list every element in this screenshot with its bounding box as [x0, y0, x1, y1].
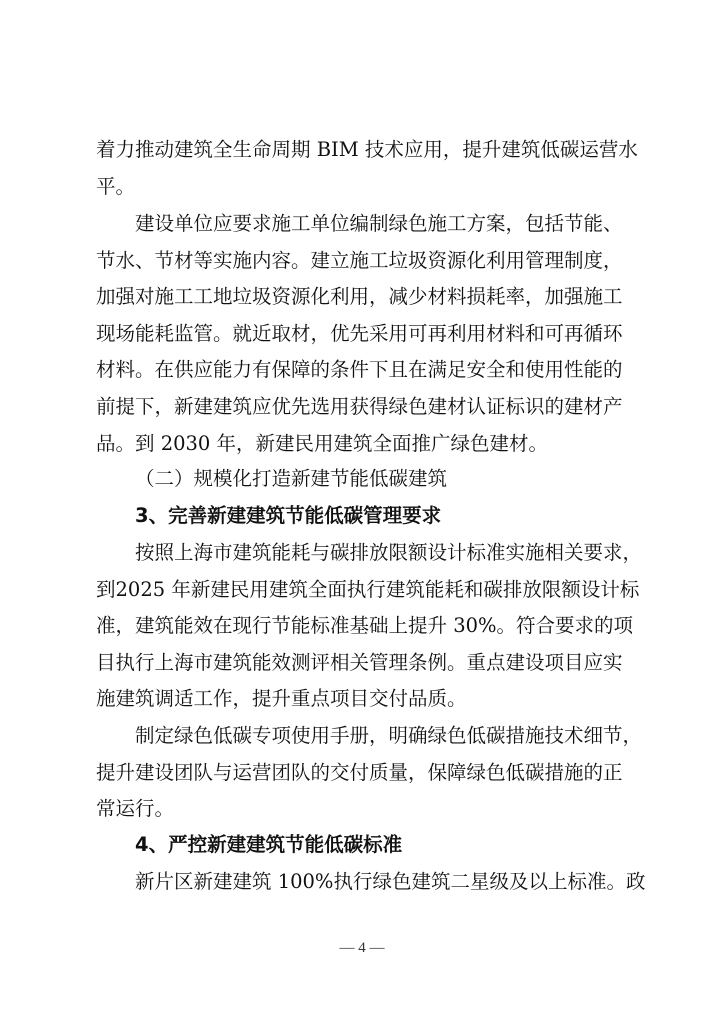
- paragraph-line: 按照上海市建筑能耗与碳排放限额设计标准实施相关要求，: [135, 541, 643, 564]
- paragraph-line: 建设单位应要求施工单位编制绿色施工方案，包括节能、: [135, 212, 623, 235]
- paragraph-line: 品。到 2030 年，新建民用建筑全面推广绿色建材。: [96, 431, 549, 455]
- paragraph-line: 制定绿色低碳专项使用手册，明确绿色低碳措施技术细节，: [135, 724, 643, 747]
- paragraph-line: 提升建设团队与运营团队的交付质量，保障绿色低碳措施的正: [96, 760, 623, 784]
- paragraph-line: 到2025 年新建民用建筑全面执行建筑能耗和碳排放限额设计标: [96, 577, 640, 601]
- page-number: — 4 —: [339, 940, 385, 956]
- paragraph-line: 前提下，新建建筑应优先选用获得绿色建材认证标识的建材产: [96, 394, 623, 418]
- subsection-heading-3: 3、完善新建建筑节能低碳管理要求: [135, 504, 442, 527]
- paragraph-line: 材料。在供应能力有保障的条件下且在满足安全和使用性能的: [96, 358, 623, 382]
- paragraph-line: 目执行上海市建筑能效测评相关管理条例。重点建设项目应实: [96, 650, 623, 674]
- paragraph-5: [96, 864, 646, 901]
- paragraph-3: [96, 535, 643, 718]
- paragraph-line: 常运行。: [96, 797, 175, 821]
- paragraph-line: 准，建筑能效在现行节能标准基础上提升 30%。符合要求的项: [96, 614, 634, 638]
- paragraph-4: [96, 718, 643, 828]
- paragraph-line: 施建筑调适工作，提升重点项目交付品质。: [96, 687, 467, 711]
- paragraph-line: 新片区新建建筑 100%执行绿色建筑二星级及以上标准。政: [135, 870, 646, 893]
- section-heading: （二）规模化打造新建节能低碳建筑: [135, 467, 448, 490]
- paragraph-line: 现场能耗监管。就近取材，优先采用可再利用材料和可再循环: [96, 321, 623, 345]
- paragraph-line: 节水、节材等实施内容。建立施工垃圾资源化利用管理制度，: [96, 248, 623, 272]
- paragraph-1: [96, 132, 638, 205]
- subsection-heading-4: 4、严控新建建筑节能低碳标准: [135, 833, 403, 856]
- paragraph-2: [96, 206, 632, 462]
- paragraph-line: 平。: [96, 174, 136, 198]
- paragraph-line: 着力推动建筑全生命周期 BIM 技术应用，提升建筑低碳运营水: [96, 138, 638, 161]
- paragraph-line: 加强对施工工地垃圾资源化利用，减少材料损耗率，加强施工: [96, 285, 623, 309]
